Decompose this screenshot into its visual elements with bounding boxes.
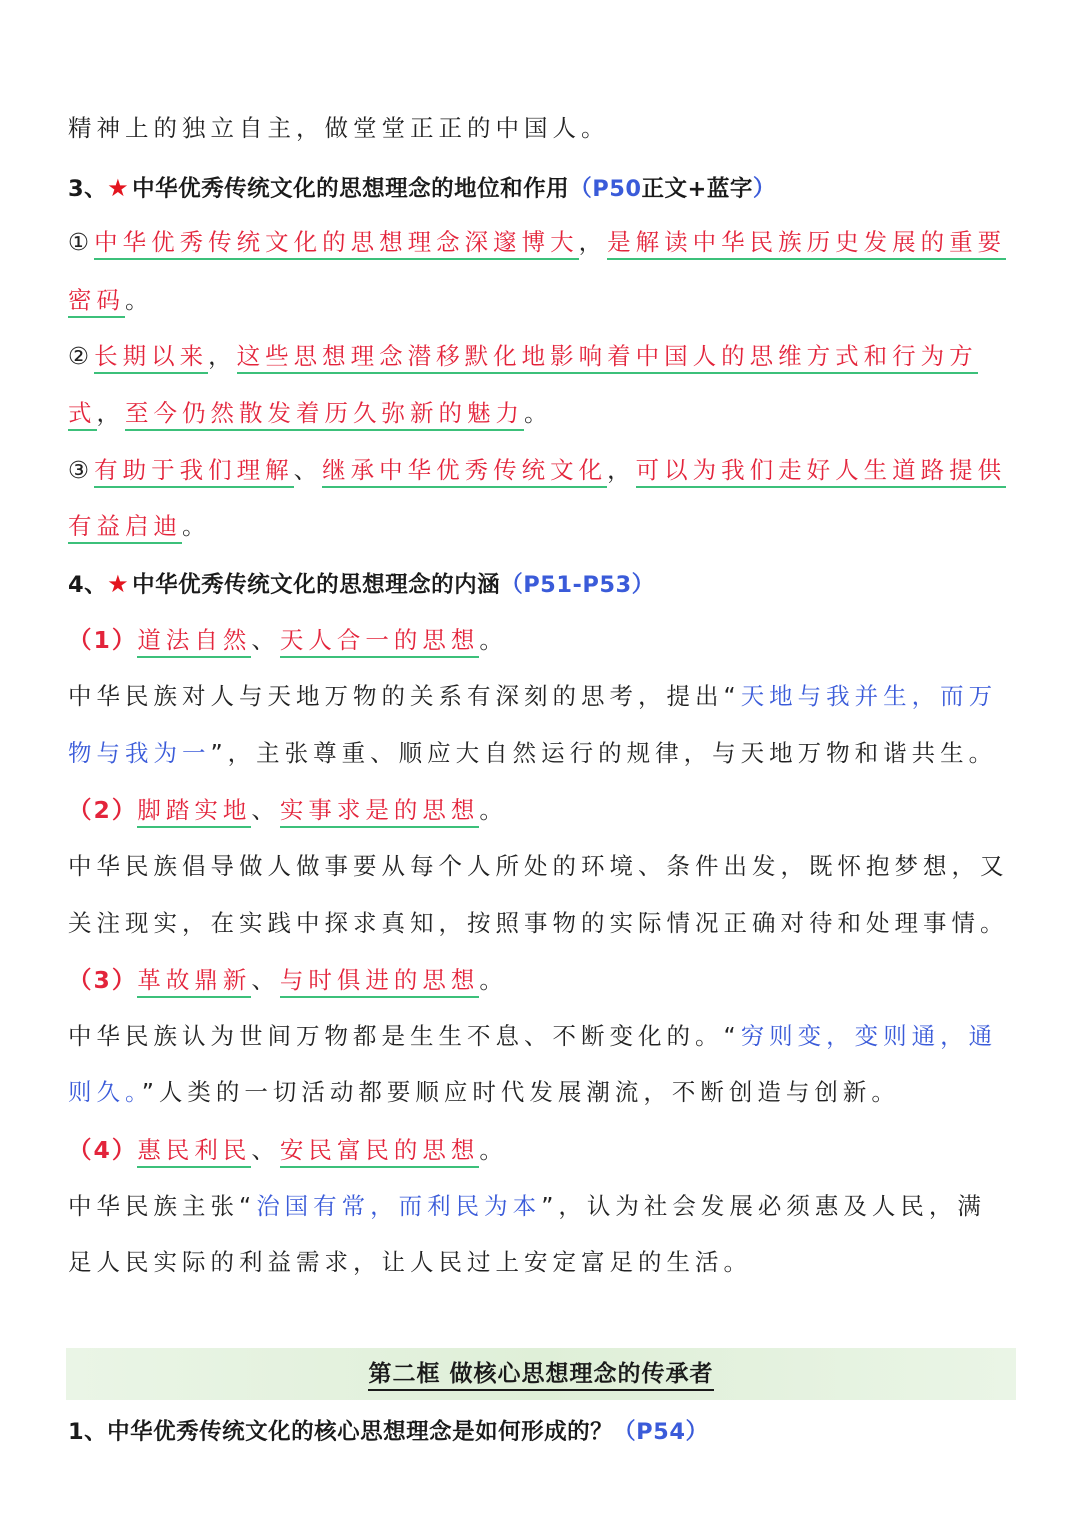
- highlight-text: 实事求是的思想: [280, 796, 480, 828]
- quote-text: 天地与我并生，而万: [740, 682, 998, 710]
- highlight-text: 道法自然: [137, 626, 251, 658]
- period: 。: [479, 626, 508, 654]
- highlight-text: 革故鼎新: [137, 966, 251, 998]
- paragraph-4-line-2: [68, 1242, 1018, 1282]
- heading-number: 1、: [68, 1419, 108, 1445]
- page-ref: P50: [592, 176, 642, 202]
- paragraph-1-line-2: [68, 733, 1018, 773]
- heading-title: 中华优秀传统文化的思想理念的地位和作用: [132, 176, 570, 202]
- paragraph-text: 中华民族认为世间万物都是生生不息、不断变化的。“: [68, 1022, 741, 1050]
- heading-number: 3、: [68, 176, 108, 202]
- highlight-text: 有助于我们理解: [94, 456, 294, 488]
- heading-3: [68, 168, 776, 209]
- highlight-text: 继承中华优秀传统文化: [322, 456, 607, 488]
- highlight-text: 长期以来: [94, 342, 208, 374]
- item-marker: ①: [68, 228, 95, 256]
- sub-number: （1）: [68, 626, 138, 654]
- separator: ，: [208, 342, 237, 370]
- highlight-text: 中华优秀传统文化的思想理念深邃博大: [94, 228, 579, 260]
- highlight-text: 是解读中华民族历史发展的重要: [607, 228, 1006, 260]
- separator: ，: [578, 228, 608, 256]
- item-2-line-2: [68, 393, 1018, 433]
- highlight-text: 密码: [68, 286, 125, 318]
- period: 。: [182, 512, 211, 540]
- paragraph-3-line-1: [68, 1016, 1018, 1056]
- item-1-line-1: [68, 222, 1018, 262]
- highlight-text: 至今仍然散发着历久弥新的魅力: [125, 399, 524, 431]
- heading-number: 4、: [68, 572, 108, 598]
- subheading-2: [68, 790, 1018, 830]
- sub-number: （2）: [68, 796, 138, 824]
- paragraph-2-line-1: [68, 846, 1018, 886]
- highlight-text: 这些思想理念潜移默化地影响着中国人的思维方式和行为方: [237, 342, 978, 374]
- heading-title: 中华优秀传统文化的核心思想理念是如何形成的？: [107, 1419, 614, 1445]
- ref-note: 正文+蓝字: [641, 176, 753, 202]
- page-ref: （P54）: [613, 1419, 709, 1445]
- paragraph-text: ”，主张尊重、顺应大自然运行的规律，与天地万物和谐共生。: [210, 739, 998, 767]
- item-2-line-1: [68, 336, 1018, 376]
- highlight-text: 天人合一的思想: [280, 626, 480, 658]
- heading-4: [68, 564, 655, 605]
- item-marker: ②: [68, 342, 95, 370]
- highlight-text: 安民富民的思想: [280, 1136, 480, 1168]
- paragraph-text: ”，认为社会发展必须惠及人民，满: [541, 1192, 986, 1220]
- paragraph-text: 精神上的独立自主，做堂堂正正的中国人。: [68, 114, 610, 142]
- period: 。: [479, 796, 508, 824]
- paragraph-2-line-2: [68, 903, 1018, 943]
- quote-text: 治国有常，而利民为本: [256, 1192, 542, 1220]
- ref-close: ）: [752, 176, 776, 202]
- separator: ，: [607, 456, 636, 484]
- paragraph-text: ”人类的一切活动都要顺应时代发展潮流，不断创造与创新。: [141, 1078, 900, 1106]
- paragraph-text: 关注现实，在实践中探求真知，按照事物的实际情况正确对待和处理事情。: [68, 909, 1009, 937]
- paragraph-text: 足人民实际的利益需求，让人民过上安定富足的生活。: [68, 1248, 752, 1276]
- paragraph-3-line-2: [68, 1072, 1018, 1112]
- sub-number: （3）: [68, 966, 138, 994]
- separator: 、: [251, 626, 280, 654]
- heading-title: 中华优秀传统文化的思想理念的内涵: [132, 572, 501, 598]
- item-marker: ③: [68, 456, 95, 484]
- paragraph-text: 中华民族对人与天地万物的关系有深刻的思考，提出“: [68, 682, 741, 710]
- period: 。: [524, 399, 553, 427]
- separator: 、: [251, 1136, 280, 1164]
- separator: 、: [251, 966, 280, 994]
- item-3-line-1: [68, 450, 1018, 490]
- section-title-bar: [66, 1348, 1016, 1400]
- separator: 、: [293, 456, 323, 484]
- page-ref: （P51-P53）: [500, 572, 655, 598]
- subheading-3: [68, 960, 1018, 1000]
- item-3-line-2: [68, 506, 1018, 546]
- highlight-text: 惠民利民: [137, 1136, 251, 1168]
- highlight-text: 有益启迪: [68, 512, 182, 544]
- paragraph-text: 中华民族主张“: [68, 1192, 257, 1220]
- section-title: 第二框 做核心思想理念的传承者: [368, 1361, 713, 1391]
- period: 。: [125, 286, 154, 314]
- subheading-4: [68, 1130, 1018, 1170]
- star-icon: ★: [107, 174, 130, 202]
- item-1-line-2: [68, 280, 1018, 320]
- paragraph-text: 中华民族倡导做人做事要从每个人所处的环境、条件出发，既怀抱梦想，又: [68, 852, 1009, 880]
- sub-number: （4）: [68, 1136, 138, 1164]
- paragraph-continuation: [68, 108, 1018, 148]
- highlight-text: 式: [68, 399, 97, 431]
- star-icon: ★: [107, 570, 130, 598]
- period: 。: [479, 1136, 508, 1164]
- paragraph-4-line-1: [68, 1186, 1018, 1226]
- highlight-text: 与时俱进的思想: [280, 966, 480, 998]
- quote-text: 穷则变，变则通，通: [740, 1022, 998, 1050]
- separator: ，: [96, 399, 125, 427]
- highlight-text: 脚踏实地: [137, 796, 251, 828]
- quote-text: 则久。: [68, 1078, 142, 1106]
- highlight-text: 可以为我们走好人生道路提供: [636, 456, 1007, 488]
- subheading-1: [68, 620, 1018, 660]
- period: 。: [479, 966, 508, 994]
- heading-5: [68, 1412, 708, 1452]
- quote-text: 物与我为一: [68, 739, 211, 767]
- ref-open: （: [569, 176, 593, 202]
- paragraph-1-line-1: [68, 676, 1018, 716]
- separator: 、: [251, 796, 280, 824]
